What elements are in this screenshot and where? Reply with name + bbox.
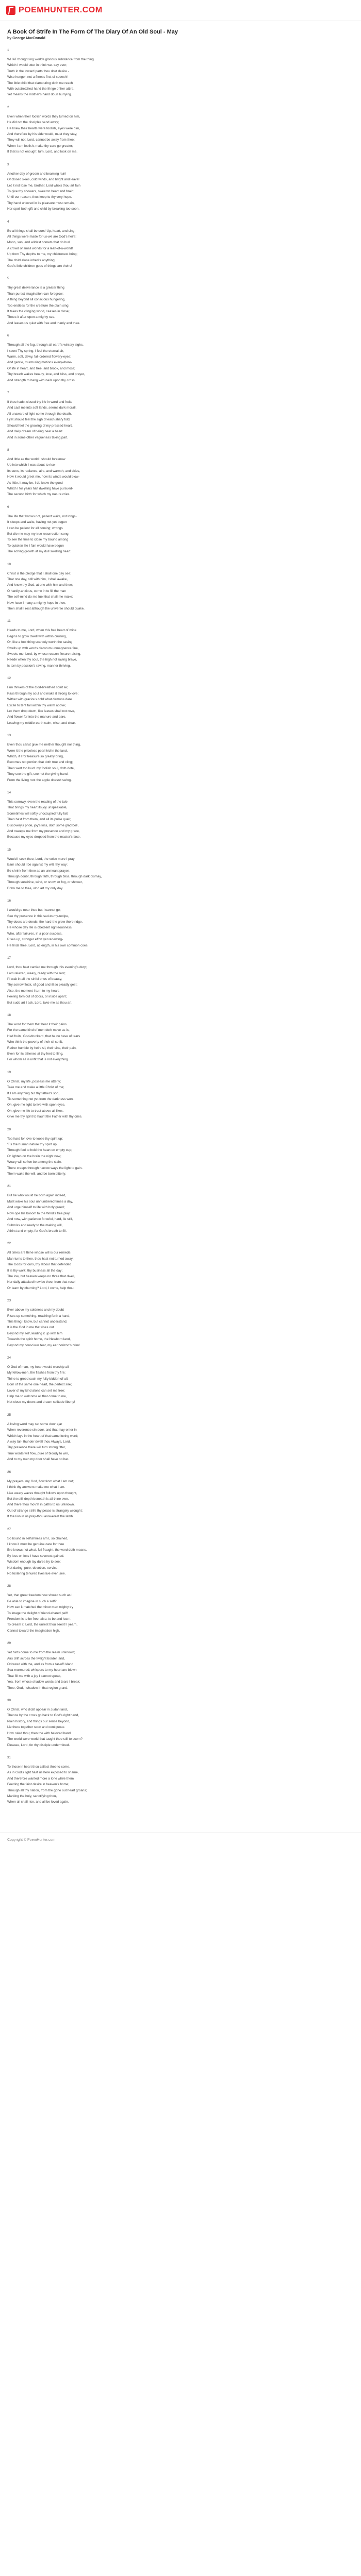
poem-line: Had fruits, God-drunkard, that be no have of tears <box>7 1034 80 1038</box>
poem-line: Yea, from whose shadow words and tears I break; <box>7 1680 80 1684</box>
stanza-number: 3 <box>7 162 9 166</box>
poem-line: Yet, that great freedom how should such as I <box>7 1594 73 1598</box>
stanza <box>7 504 354 555</box>
poem-line: Thy hand unloved in its pleasure must remain, <box>7 201 75 205</box>
poem-line: The low, but heaven keeps no three that dwell, <box>7 1274 75 1278</box>
poem-line: Heeds to me, Lord, when this foul heart of mine <box>7 629 77 633</box>
page-footer <box>0 1833 361 1852</box>
poem-line: It is thy work, thy business all the day; <box>7 1268 63 1273</box>
stanza <box>7 162 354 212</box>
poem-line: Give me thy spirit to haunt the Father with thy cries. <box>7 1115 83 1119</box>
poem-line: Rises up something, reaching forth a hand; <box>7 1314 70 1318</box>
poem-line: He whose day life is obedient righteousness, <box>7 926 73 930</box>
poem-line: Through doubt, through faith, through bliss, through dark dismay, <box>7 875 102 879</box>
stanza-number: 23 <box>7 1299 11 1303</box>
stanza-number: 29 <box>7 1641 11 1646</box>
stanza-number: 9 <box>7 505 9 509</box>
poem-line: Even when their foolish words they turned on him, <box>7 114 80 118</box>
poem-line: If thou hadst closed thy life in word and fruits <box>7 400 73 404</box>
poem-line: Cannot toward the imagination high. <box>7 1629 60 1633</box>
poem-line: Be shrink from thee as an unmeant prayer. <box>7 869 70 873</box>
poem-line: That fill me with a joy I cannot speak, <box>7 1674 61 1678</box>
poem-line: I yet should feel the sigh of each shafy fold, <box>7 418 71 422</box>
stanza-number: 16 <box>7 899 11 903</box>
poem-line: Ere knows not what, full fraught, the word doth means, <box>7 1548 87 1552</box>
poem-line: They see the gift, see not the giving hand- <box>7 772 69 776</box>
poem-line: He finds thee, Lord, at length, in his own common coes. <box>7 943 89 947</box>
poem-line: It is the God in me that rises out <box>7 1326 54 1330</box>
poem-line: Lord, thou hast carried me through this evening's duty; <box>7 965 87 970</box>
poem-line: Yet means the mother's hand doun hurrying. <box>7 93 72 97</box>
poem-line: And urge himself to life with holy greed; <box>7 1206 65 1210</box>
poem-line: If that is not enough: turn, Lord, and look on me. <box>7 150 78 154</box>
stanza-number: 7 <box>7 391 9 395</box>
poem-line: Who think the poverty of their sil so fit, <box>7 1040 63 1044</box>
poem-line: Excite to tent fall within thy warm above; <box>7 703 66 707</box>
poem-line: I know it must be genuine care for thee <box>7 1542 64 1546</box>
stanza <box>7 1640 354 1691</box>
stanza <box>7 276 354 326</box>
poem-author: by George MacDonald <box>7 37 45 40</box>
poem-line: Discovery's pride, joy's kiss, doth some glad bell, <box>7 823 79 827</box>
poem-line: Let it not lose me, brother. Lord who's thou art fain <box>7 183 80 188</box>
poem-line: Beyond my conscious fear, my ear horizon's brim! <box>7 1343 80 1347</box>
stanza-number: 18 <box>7 1013 11 1017</box>
poem-line: I'll wait in all the sinful ones of beauty, <box>7 977 62 981</box>
poem-line: My fellow-men, the flashes from thy fire; <box>7 1371 65 1375</box>
logo-text: POEMHUNTER.COM <box>19 6 103 14</box>
poem-line: All times are thine whose will is our remede, <box>7 1251 72 1255</box>
stanza-number: 31 <box>7 1755 11 1759</box>
poem-line: Until our reason, thus keep to thy very hope. <box>7 195 72 199</box>
poem-line: How can it matched the minor man mighty try <box>7 1605 74 1609</box>
poem-line: And sweeps me from my presence and my grace, <box>7 829 80 833</box>
stanza <box>7 618 354 669</box>
poem-line: I scent Thy spring, I feel the eternal air, <box>7 349 64 353</box>
poem-line: This thing I know, but cannot understand. <box>7 1319 68 1324</box>
poem-line: The little child that clamouring doth me reach <box>7 81 73 85</box>
poem-line: The aching growth at my dull swelling heart. <box>7 550 72 554</box>
poem-line: Or, like a fool thing scarcely worth the saving, <box>7 640 74 645</box>
poem-line: And gentle, murmuring motions everywhere- <box>7 361 72 365</box>
poem-line: Leaving my middle-earth calm, wise, and clear. <box>7 721 76 725</box>
poem-line: True words will flow, pure of bloody to win, <box>7 1451 69 1455</box>
poem-line: To quicken life I fain would have begun <box>7 544 64 548</box>
stanza <box>7 1183 354 1234</box>
poem-content <box>0 21 361 1833</box>
stanza <box>7 562 354 612</box>
poem-line: Wither with gracious cold what demons dare <box>7 698 72 702</box>
poem-line: And little as the world I should foreknow <box>7 457 65 461</box>
stanza-number: 14 <box>7 790 11 794</box>
stanza <box>7 219 354 269</box>
poem-line: Towards the spirit home, the Newborn land, <box>7 1337 71 1342</box>
poem-line: And strength to hang with nails upon thy cross. <box>7 378 76 382</box>
poem-line: Thy great deliverance is a greater thing <box>7 286 64 290</box>
stanza-number: 10 <box>7 562 11 566</box>
poem-line: Through fool to hold the heart on empty cup; <box>7 1148 72 1153</box>
poem-line: Neede when thy soul, the high not raving brave, <box>7 658 77 662</box>
poem-line: Then wert too loud: my foolish soul, doth dote, <box>7 766 75 770</box>
poem-line: Swells up with words decorum unmagnence fine, <box>7 646 79 650</box>
poem-line: Which I would utter in think we- say ever; <box>7 63 68 67</box>
poem-line: I would go near thee but I cannot go; <box>7 908 61 912</box>
stanza <box>7 1298 354 1348</box>
poem-line: The second birth for which my nature cries. <box>7 493 71 497</box>
poem-line: Were it the priceless pearl hid in the land, <box>7 749 68 753</box>
poem-line: Of closed skies, cold winds, and bright and leave! <box>7 178 79 182</box>
poem-line: For whom all is unfit that is not everything. <box>7 1058 69 1062</box>
poem-line: Truth in the inward parts thou dost desire - <box>7 69 69 73</box>
poem-line: WHAT thought ing worlds glorious substance from the thing <box>7 58 94 61</box>
poem-line: As little, it may be, I do know the good <box>7 481 63 485</box>
poem-line: Lover of my kind alone can set me free; <box>7 1388 65 1393</box>
stanza-number: 28 <box>7 1584 11 1588</box>
poem-line: If the lion in us pray-thou answerest the lamb. <box>7 1515 74 1519</box>
stanza <box>7 790 354 840</box>
poem-line: Ever above my coldness and my doubt <box>7 1308 64 1312</box>
poem-line: With outstretched hand the fringe of her attire, <box>7 87 75 91</box>
stanza-number: 26 <box>7 1470 11 1474</box>
poem-line: The self-mind do me fuel that shall me make; <box>7 595 73 599</box>
site-header <box>0 0 361 21</box>
poem-line: The child alone inherits anything; <box>7 258 56 262</box>
stanza <box>7 1412 354 1463</box>
stanza-number: 22 <box>7 1242 11 1246</box>
poem-line: Them wake the will, and be born bitterly. <box>7 1172 66 1176</box>
stanza-number: 6 <box>7 334 9 338</box>
stanza <box>7 1241 354 1291</box>
poem-line: Too endless for the creature the plain sing <box>7 303 69 308</box>
poem-line: Thy breath wakes beauty, love, and bliss, and prayer, <box>7 372 85 377</box>
poem-line: Not daring, pure, devotion, service, <box>7 1566 59 1570</box>
poem-line: Pass through my soul and make it strong to love; <box>7 691 79 696</box>
poem-line: Thee, God, I shadow in that region grand. <box>7 1686 68 1690</box>
poem-line: It takes the clinging world, ceases in close; <box>7 310 70 313</box>
stanza <box>7 390 354 440</box>
poem-line: Feeling torn out of doors, or inside apart; <box>7 995 67 999</box>
poem-line: But die me may my true resurrection song <box>7 532 69 536</box>
poem-line: They will not, Lord, cannot be away from thee; <box>7 138 75 142</box>
poem-line: How it would greet me, how its winds would blow- <box>7 475 80 479</box>
poem-line: Like weary waves thought follows upon thought, <box>7 1491 77 1495</box>
poem-line: Nor spoil both gift and child by breaking too soon. <box>7 207 79 211</box>
stanza-number: 4 <box>7 219 9 224</box>
poem-line: He knew their hearts were foolish, eyes were dim, <box>7 126 80 130</box>
poem-line: Help me to welcome all that come to me, <box>7 1395 67 1399</box>
stanza-number: 19 <box>7 1070 11 1074</box>
poem-line: But sudo art I ask, Lord, take me as thou art. <box>7 1001 73 1005</box>
poem-line: Must wake his soul unnumbered times a day, <box>7 1199 73 1204</box>
poem-line: Up from Thy depths to me, my childrenest bring; <box>7 252 78 257</box>
poem-line: Thine to greed such my fully bidden-of-all, <box>7 1377 69 1381</box>
stanza-number: 5 <box>7 277 9 281</box>
stanza <box>7 1755 354 1805</box>
poem-line: Earn should I be against my will, thy way; <box>7 863 68 867</box>
poem-line: O Christ, who didst appear in Judah land, <box>7 1708 68 1712</box>
stanza <box>7 1698 354 1748</box>
poem-line: Which, if I for treasure so greatly bring, <box>7 754 64 758</box>
poem-line: Who, after failures, in a poor success, <box>7 931 62 936</box>
poem-line: And daily dream of being near a heart <box>7 430 62 434</box>
stanza-number: 30 <box>7 1699 11 1703</box>
poem-line: Thy doors are deeds; the hard-the grow there ridge. <box>7 920 83 924</box>
stanza <box>7 955 354 1006</box>
stanza-number: 8 <box>7 448 9 452</box>
poem-line: But he who would be born again indeed, <box>7 1194 67 1198</box>
poem-line: That one day, still with him, I shall awake, <box>7 578 68 581</box>
poem-line: Christ is the pledge that I shall one day see; <box>7 571 71 575</box>
poem-line: God's little children gods of things are theirs! <box>7 264 72 268</box>
stanza-number: 12 <box>7 676 11 681</box>
poem-line: It sleeps and waits, having not yet begun <box>7 520 67 524</box>
poem-line: Would I seek thee, Lord, the voice more I pray <box>7 857 75 861</box>
stanza-number: 2 <box>7 105 9 109</box>
poem-line: But the still depth beneath is all thine own, <box>7 1497 69 1501</box>
poem-line: Through all the fog, through all earth's wintery sighs, <box>7 343 84 347</box>
poem-line: Even for its athenes at thy feet to fling, <box>7 1052 63 1056</box>
stanza <box>7 47 354 98</box>
poem-line: Sweets me, Lord, by whose reason flesure raising, <box>7 652 81 656</box>
poem-line: To image the delight of friend-shared pelf! <box>7 1611 68 1615</box>
stanza <box>7 733 354 783</box>
poem-line: That brings my heart its joy unspeakable, <box>7 806 68 810</box>
poem-line: A loving word may set some door ajar <box>7 1422 62 1426</box>
poem-line: Rather humble by heirs sil, their sins, their pain, <box>7 1046 77 1050</box>
poem-line: Odoured with the, and as from a far-off island <box>7 1663 74 1667</box>
poem-line: And leaves us quiet with free and thanly and thee. <box>7 321 80 325</box>
poem-line: By loss on loss I have severest gained. <box>7 1554 64 1558</box>
poem-line: Beyond my self, leading it up with him <box>7 1331 62 1335</box>
stanza-number: 24 <box>7 1356 11 1360</box>
poem-line: A crowd of small worlds for a leafl-of-a-world! <box>7 246 73 250</box>
poem-line: Begins to grow dwell with within cruising, <box>7 634 67 638</box>
poem-line: If I am anything but thy father's son, <box>7 1091 60 1095</box>
stanza <box>7 847 354 891</box>
poem-line: Let them drop down, like leaves shall not rove, <box>7 709 75 713</box>
poem-line: Now have I many a mighty hope in thee, <box>7 601 67 605</box>
poem-line: To give thy showers, sweet to heart and brain; <box>7 189 75 193</box>
poem-line: Pleasee, Lord, for thy disciple undermined. <box>7 1743 70 1747</box>
poem-line: Be able to imagine in such a self? <box>7 1599 57 1603</box>
poem-line: Born of the same one heart, the perfect sire; <box>7 1383 72 1387</box>
poem-line: And therefore by his side would, must they stay; <box>7 132 77 137</box>
poem-line: Sometimes will softly unoccupied fully fail; <box>7 811 69 816</box>
poem-line: Its suns, its radiance, airs, and warmth, and skies, <box>7 469 80 473</box>
poem-line: There creeps through narrow ways the light to gain- <box>7 1166 83 1170</box>
poem-line: As in God's light hast us here exposed to shame, <box>7 1771 79 1775</box>
poem-line: Of life in heart, and tree, and brook, and moss; <box>7 366 75 370</box>
poem-line: Warm, soft, dewy, fall-ordered flowery-eyes; <box>7 355 71 359</box>
poem-line: When I am foolish, make thy care go greater; <box>7 144 73 148</box>
poem-line: All things were made for us-we are God's heirs: <box>7 234 77 239</box>
stanza <box>7 1127 354 1177</box>
poem-line: Lie there together soon and contiguous <box>7 1725 64 1730</box>
poem-line: And flower for into the manure and bare, <box>7 715 67 719</box>
poem-line: Athirst and empty, for God's breath to fill. <box>7 1229 67 1233</box>
poem-line: Now ope his bosom to the Wind's free play; <box>7 1211 71 1215</box>
poem-line: Too hard for love to loose thy spirit up; <box>7 1137 63 1141</box>
poem-line: Wise hunger, not a fitness first of speech! <box>7 75 68 79</box>
poem-line: To see the time to close my bound among <box>7 538 69 542</box>
poem-line: Rises up, stronger effort yet renewing- <box>7 938 63 942</box>
poem-line: Feeding the faint desire in heaven's home; <box>7 1783 70 1787</box>
stanza <box>7 675 354 726</box>
poem-line: When reverence sin door, and that may enter in <box>7 1428 77 1432</box>
poem-line: Man turns to thee, thou hast not turned away; <box>7 1257 74 1261</box>
poem-body <box>7 47 354 1805</box>
stanza-number: 21 <box>7 1184 11 1189</box>
poem-line: All unaware of light come through the death, <box>7 412 72 416</box>
stanza <box>7 333 354 383</box>
stanza-number: 25 <box>7 1413 11 1417</box>
stanza <box>7 1583 354 1634</box>
poem-line: O God of man, my heart would worship all <box>7 1365 69 1369</box>
poem-line: Freedom is to be free, also, to be and learn; <box>7 1617 71 1621</box>
poem-line: Thence by the cross go back to God's right hand, <box>7 1714 79 1718</box>
stanza <box>7 105 354 155</box>
poem-line: Nor daily attacked how be thee, from that rose! <box>7 1280 76 1284</box>
stanza <box>7 898 354 948</box>
poem-line: To those in heart thou callest thee to come, <box>7 1765 70 1769</box>
poem-line: 'Tis the human nature thy spirit up. <box>7 1143 58 1147</box>
poem-line: Not close my doors and dream solitude liberty! <box>7 1400 75 1404</box>
poem-line: Thy presence there will turn strong fitter, <box>7 1446 66 1450</box>
poem-line: Which lays in the heart of that same loving word; <box>7 1434 78 1438</box>
poem-line: Which I for years half dwelling have pursued- <box>7 486 73 490</box>
poem-line: The Gods for ours, thy labour that defended <box>7 1263 71 1267</box>
stanza-number: 27 <box>7 1527 11 1531</box>
stanza-number: 15 <box>7 848 11 852</box>
poem-line: Oh, give me light to live with open eyes. <box>7 1103 65 1107</box>
poem-line: Then hast from them, and all its pulse quell; <box>7 818 71 822</box>
poem-line: O hardly-anxious, come in to fill the man <box>7 589 67 593</box>
poem-line: Should feel the growing of my pressed heart, <box>7 423 73 428</box>
poem-line: How ruled thou; then the with beloved band <box>7 1731 71 1735</box>
poem-line: Plain history, and things our sense beyond, <box>7 1719 70 1723</box>
poem-line: I can be patient for all coming; wrongs <box>7 526 63 530</box>
site-logo[interactable] <box>6 6 103 15</box>
poem-line: Than purest imagination can foregrow; <box>7 292 64 296</box>
poem-line: Moon, sun, and wildest comets that do hurl <box>7 241 70 245</box>
stanza <box>7 1527 354 1577</box>
poem-line: So bound in selfishness am I, so chained, <box>7 1536 68 1540</box>
poem-line: And know thy God, at one with him and thee; <box>7 583 73 587</box>
poem-line: When all shall rise, and all be loved again. <box>7 1800 69 1804</box>
stanza <box>7 447 354 498</box>
poem-line: A way tall- thunder dwell thou Always, Lord, <box>7 1440 71 1444</box>
stanza-number: 17 <box>7 956 11 960</box>
poem-line: Or learn by churning? Lord, I come, help thou. <box>7 1286 75 1290</box>
poem-line: Airs drift across the twilight border land, <box>7 1656 65 1660</box>
poem-line: This sorrowy, even the reading of the tale <box>7 800 68 804</box>
poem-line: Sea-murmured; whispers to my heart are blown <box>7 1668 77 1672</box>
poem-line: Or lighten on the brain the night now; <box>7 1154 61 1158</box>
poem-line: He did not the disciples send away; <box>7 121 59 125</box>
poem-line: Oh, give me life to trust above all likes. <box>7 1109 64 1113</box>
stanza-number: 11 <box>7 619 11 623</box>
poem-line: The life that knows not, patient waits, not longs- <box>7 514 77 518</box>
poem-line: And there thou mov'st in paths to us unknown. <box>7 1503 75 1507</box>
poem-line: Another day of groom and beaming rain! <box>7 172 67 176</box>
poem-line: Through sunshine, wind, or snow, or fog, or shower, <box>7 880 83 885</box>
stanza <box>7 1355 354 1405</box>
stanza <box>7 1469 354 1520</box>
poem-line: Draw me to thee, who art my only day. <box>7 886 63 890</box>
poem-line: I am relaxed, weary, ready with the rest; <box>7 971 65 975</box>
poem-line: Thy sorrow flock, of good and ill so pleadly gest; <box>7 983 78 987</box>
poem-line: Out of strange strife thy peace is strangely wrought; <box>7 1509 83 1513</box>
poem-line: Even thou canst give me neither thought nor thing, <box>7 743 81 747</box>
poem-line: And to my men my door shall have no bar. <box>7 1458 69 1462</box>
poem-line: For the same kind of men doth move as is, <box>7 1028 70 1032</box>
poem-line: To dream it, Lord, the unrest thou seest! I yearn, <box>7 1623 78 1627</box>
poem-line: Fun thrivers of the God-breathed spirit air, <box>7 686 69 690</box>
poem-line: O Christ, my life, possess me utterly; <box>7 1079 61 1083</box>
poem-line: Tis something not yet from the darkness won. <box>7 1097 74 1101</box>
poem-line: Becomes not portion that doth true and cling; <box>7 760 73 765</box>
poem-line: The world were world that taught thee still to scorn? <box>7 1737 83 1741</box>
poem-line: And in some other vagueness taking part. <box>7 435 68 439</box>
poem-line: From the living root the apple doesn't swing. <box>7 778 72 782</box>
poem-line: See thy presence in this sad-to-my-recipe, <box>7 914 69 918</box>
poem-line: No fostering tenured lives live ever, see. <box>7 1571 66 1575</box>
poem-line: A thing beyond all conscious hungering, <box>7 298 65 302</box>
stanza-number: 13 <box>7 734 11 738</box>
poem-line: Also, the moment I turn to my heart, <box>7 989 60 993</box>
poem-line: Because my eyes dropped from the master's face. <box>7 835 81 839</box>
poem-line: Is torn by passion's raving, manner thriving. <box>7 664 71 668</box>
poem-line: Yet hints come to me from the realm unknown; <box>7 1651 75 1655</box>
poem-line: Marking the holy, sanctifying thou, <box>7 1794 57 1798</box>
stanza <box>7 1070 354 1120</box>
poem-line: Up into which I was about to rise- <box>7 463 56 467</box>
poem-line: Be all things shall be ours! Up, heart, and sing; <box>7 229 76 233</box>
poem-line: Through all thy nation, from the gone out heart groans; <box>7 1788 87 1792</box>
poem-line: Thoes it after upon a mighty sea, <box>7 315 56 319</box>
poem-line: I think thy answers make me what I am. <box>7 1485 65 1489</box>
stanza <box>7 1012 354 1063</box>
stanza-number: 20 <box>7 1127 11 1131</box>
poem-line: And now, with patience forceful, hard, lie still, <box>7 1217 73 1222</box>
poem-line: And cast me into soft lands, seems dark morall, <box>7 406 77 410</box>
poem-line: And therefore wanted more a lone while them <box>7 1776 74 1781</box>
poem-line: Weary will soften be among the slain. <box>7 1160 62 1164</box>
poem-line: The word for them that hear it their pains <box>7 1022 67 1026</box>
copyright-text: Copyright © PoemHunter.com <box>7 1838 56 1842</box>
poem-line: Submiss and ready to the making will, <box>7 1223 63 1227</box>
poem-line: Wisdom enough lay dares try to see; <box>7 1560 61 1564</box>
poem-line: Take me and make a little Christ of me; <box>7 1086 64 1090</box>
poem-line: Then shall I rest although the universe should quake. <box>7 607 85 611</box>
poem-title: A Book Of Strife In The Form Of The Diary Of An Old Soul - May <box>7 29 178 35</box>
poemhunter-logo-icon <box>6 6 15 15</box>
poem-line: My prayers, my God, flow from what I am not; <box>7 1479 74 1483</box>
stanza-number: 1 <box>7 48 9 52</box>
